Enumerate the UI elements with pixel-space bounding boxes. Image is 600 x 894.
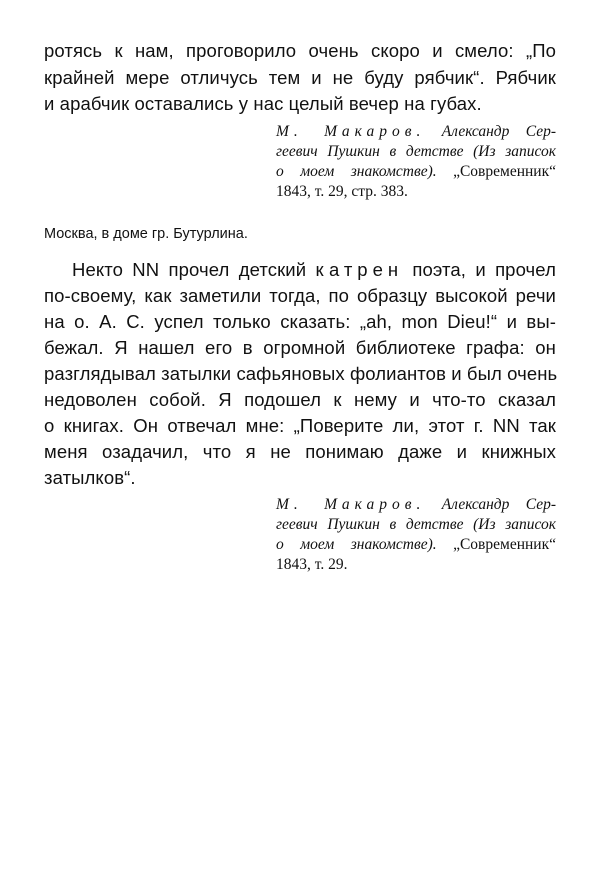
paragraph-text: Некто NN прочел детский xyxy=(72,259,307,280)
paragraph-line: на о. А. С. успел только сказать: „ah, mon Dieu!“ и вы- xyxy=(44,311,556,332)
paragraph-line: меня озадачил, что я не понимаю даже и книжных xyxy=(44,441,556,462)
paragraph-text: поэта, и прочел xyxy=(412,259,556,280)
citation-line xyxy=(276,123,556,141)
citation-line: геевич Пушкин в детстве (Из записок xyxy=(276,143,556,160)
paragraph-line: крайней мере отличусь тем и не буду рябчик“. Рябчик xyxy=(44,67,556,88)
paragraph-line: бежал. Я нашел его в огромной библиотеке графа: он xyxy=(44,337,556,358)
paragraph-line: затылков“. xyxy=(44,467,136,488)
paragraph-line: разглядывал затылки сафьяновых фолиантов и был очень xyxy=(44,363,558,384)
citation-reference: 1843, т. 29, стр. 383. xyxy=(276,183,408,200)
citation-subtitle: о моем знакомстве). xyxy=(276,163,437,180)
citation-reference: 1843, т. 29. xyxy=(276,556,348,573)
citation-journal: „Современник“ xyxy=(453,163,556,180)
paragraph-line: и арабчик оставались у нас целый вечер на губах. xyxy=(44,93,482,114)
citation-journal: „Современник“ xyxy=(453,536,556,553)
citation-line xyxy=(276,163,556,181)
paragraph-line: по-своему, как заметили тогда, по образцу высокой речи xyxy=(44,285,556,306)
citation-line xyxy=(276,496,556,514)
citation-author: М. Макаров. xyxy=(276,123,426,140)
place-heading: Москва, в доме гр. Бутурлина. xyxy=(44,226,248,242)
paragraph-line xyxy=(72,259,556,281)
paragraph-line: недоволен собой. Я подошел к нему и что-то сказал xyxy=(44,389,556,410)
citation-title: Александр Сер- xyxy=(441,123,556,140)
paragraph-line: о книгах. Он отвечал мне: „Поверите ли, этот г. NN так xyxy=(44,415,556,436)
citation-title: Александр Сер- xyxy=(441,496,556,513)
citation-line: геевич Пушкин в детстве (Из записок xyxy=(276,516,556,533)
citation-author: М. Макаров. xyxy=(276,496,426,513)
paragraph-line: ротясь к нам, проговорило очень скоро и смело: „По xyxy=(44,40,556,61)
citation-subtitle: о моем знакомстве). xyxy=(276,536,437,553)
citation-line xyxy=(276,536,556,554)
spaced-word: катрен xyxy=(315,259,404,280)
